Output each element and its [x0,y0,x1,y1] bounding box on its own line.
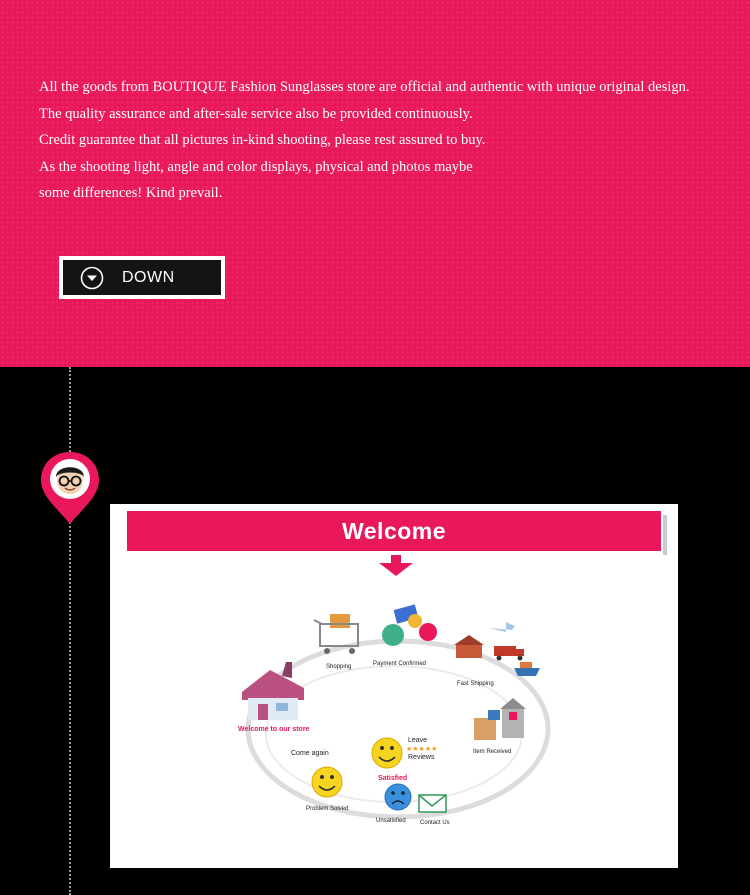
smile-face-icon [312,767,342,797]
notice-line: The quality assurance and after-sale service also be provided continuously. [39,105,473,122]
step-come-again: Come again [291,750,329,757]
step-contact-us: Contact Us [420,820,450,826]
sad-face-icon [385,784,411,810]
shopping-process-diagram [110,504,678,868]
step-problem-solved: Problem Solved [306,806,349,812]
step-leave: Leave [408,737,428,744]
down-button[interactable] [59,256,225,299]
step-shipping: Fast Shipping [457,681,494,687]
step-satisfied: Satisfied [378,775,408,782]
shipping-icon [454,622,540,676]
item-received-icon [474,698,526,740]
step-shopping: Shopping [326,664,352,670]
avatar-pin-icon [39,450,101,526]
notice-line: Credit guarantee that all pictures in-kind shooting, please rest assured to buy. [39,132,486,148]
step-payment: Payment Confirmed [373,661,427,667]
notice-line: some differences! Kind prevail. [39,185,223,201]
welcome-card [110,504,678,868]
step-unsatisfied: Unsatisfied [376,818,406,824]
step-reviews: Reviews [408,754,435,761]
welcome-title: Welcome [341,518,447,544]
house-icon [242,662,304,720]
mail-icon [419,795,446,812]
step-welcome-store: Welcome to our store [238,726,310,733]
happy-face-icon [372,738,402,768]
step-received: Item Received [473,749,512,755]
chevron-down-circle-icon [80,266,104,290]
svg-text:★★★★★: ★★★★★ [406,745,438,753]
down-button-inner[interactable] [63,260,221,295]
notice-line: All the goods from BOUTIQUE Fashion Sunglasses store are official and authentic with unique original design. [39,79,690,95]
rating-stars-icon [406,745,437,753]
notice-line: As the shooting light, angle and color displays, physical and photos maybe [39,158,473,175]
timeline-line [69,367,71,895]
store-notice [39,74,690,207]
down-button-label: DOWN [122,268,175,286]
notice-banner [0,0,750,367]
